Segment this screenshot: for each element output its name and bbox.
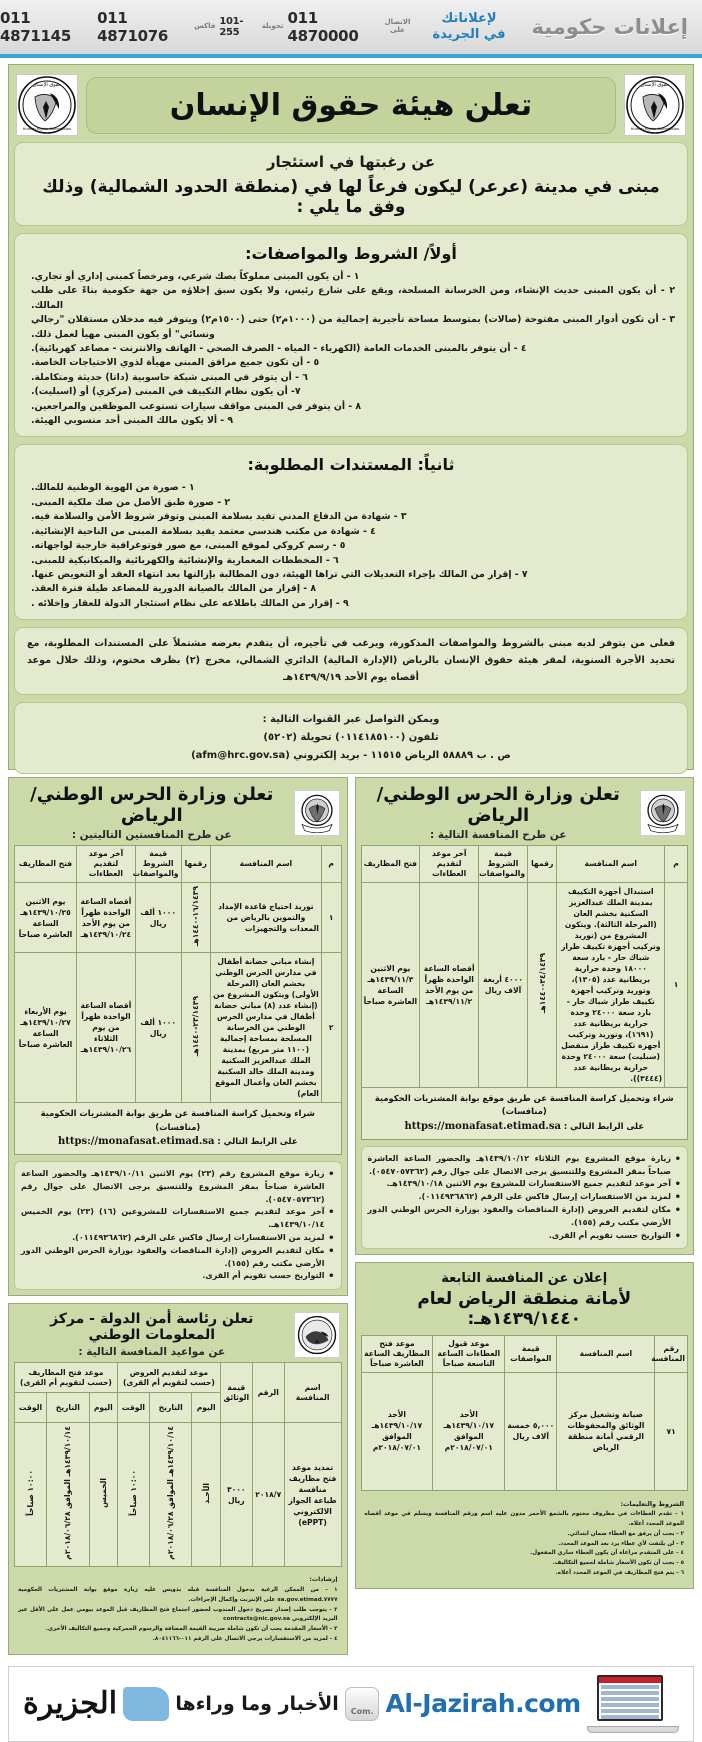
state-security-titles xyxy=(16,1311,288,1358)
column-right xyxy=(355,777,695,1596)
ads-promo-label xyxy=(416,11,521,44)
cell-number: ٣٤/١٤٣٩-١٤٤٠هـ xyxy=(528,882,557,1087)
cell-name: توريد احتياج قاعدة الإمداد والتموين بالرياض من المعدات والتجهيزات xyxy=(210,882,321,952)
th-open-group: موعد فتح المظاريف (حسب لتقويم أم القرى) xyxy=(15,1363,118,1393)
th-open-date: موعد فتح المظاريف الساعة العاشرة صباحاً xyxy=(361,1336,433,1373)
national-guard-logo-icon xyxy=(640,790,686,836)
table-header-row xyxy=(15,1363,342,1393)
list-item: ٣ - لن يلتفت لأي عطاء يرد بعد الموعد المحدد. xyxy=(365,1540,685,1550)
phone-secondary: 011 4871076 xyxy=(97,9,190,45)
list-item: ٧ - إقرار من المالك بإجراء التعديلات التي تراها الهيئة، دون المطالبة بإزالتها بعد انتهاء العقد أو التعويض عنها. xyxy=(27,568,675,582)
list-item: • مكان لتقديم العروض (إدارة المناقصات والعقود بوزارة الحرس الوطني الدور الأرضي مكتب رقم (١٥٥). xyxy=(368,1204,682,1230)
list-item: ٨ - إقرار من المالك بالصيانة الدورية للمصاعد طيلة فترة العقد. xyxy=(27,582,675,596)
th-deadline: آخر موعد لتقديم العطاءات xyxy=(420,846,479,883)
list-item: ١ - تقدم العطاءات في مظروف مختوم بالشمع الأحمر مدون عليه اسم ورقم المنافسة ويسلم في موعد أقصاه الموعد المحدد أعلاه. xyxy=(365,1510,685,1530)
list-item: • آخر موعد لتقديم جميع الاستفسارات للمشروع يوم الاثنين ١٤٣٩/١٠/١٨هـ. xyxy=(368,1178,682,1191)
hrc-subject-panel xyxy=(14,142,688,226)
cell-spec-price: ٥,٠٠٠ خمسة آلاف ريال xyxy=(505,1372,557,1490)
ng-left-table xyxy=(14,845,342,1103)
cell-opening: يوم الاثنين ١٤٣٩/١٠/٢٥هـ الساعة العاشرة صباحاً xyxy=(15,882,77,952)
table-header-row xyxy=(361,1336,688,1373)
table-row xyxy=(361,1372,688,1490)
list-item: • التواريخ حسب تقويم أم القرى. xyxy=(21,1270,335,1283)
th-number: رقمها xyxy=(181,846,210,883)
list-item: ٤ - لمزيد من الاستفسارات يرجى الاتصال على الرقم ٠١١-٨٠٤١١٦٦. xyxy=(18,1635,338,1645)
ng-right-title: تعلن وزارة الحرس الوطني/ الرياض xyxy=(363,785,635,826)
ad-state-security xyxy=(8,1303,348,1654)
cell-accept-date: الأحد ١٤٣٩/١٠/١٧هـ الموافق ٢٠١٨/٠٧/٠١م xyxy=(433,1372,505,1490)
state-security-logo-icon xyxy=(294,1312,340,1358)
purchase-note-label: على الرابط التالي : xyxy=(564,1121,644,1131)
footer-banner[interactable] xyxy=(8,1666,694,1742)
phone-fax: 011 4871145 xyxy=(0,9,93,45)
list-item: ٤ - على المتقدم مراعاة أن يكون العطاء ساري المفعول. xyxy=(365,1549,685,1559)
cell-name: تمديد موعد فتح مظاريف منافسة طباعة الجواز الالكتروني (ePPT) xyxy=(284,1423,341,1567)
table-header-row xyxy=(361,846,688,883)
cell-submit-time: ١٠:٠٠ صباحاً xyxy=(117,1423,149,1567)
municipality-table xyxy=(361,1335,689,1491)
list-item: ٩ - ألا يكون مالك المبنى أحد منسوبي الهيئة. xyxy=(27,414,675,428)
cell-open-time: ١٠:٠٠ صباحاً xyxy=(15,1423,47,1567)
ng-left-subtitle: عن طرح المنافستين التاليتين : xyxy=(16,829,288,841)
cell-index: ١ xyxy=(321,882,341,952)
list-item: ٢ - صورة طبق الأصل من صك ملكية المبنى. xyxy=(27,496,675,510)
list-item: ٥ - أن تكون جميع مرافق المبنى مهيأة لذوي الاحتياجات الخاصة. xyxy=(27,356,675,370)
ng-right-purchase-note xyxy=(361,1088,689,1140)
cell-opening: يوم الأربعاء ١٤٣٩/١٠/٢٧هـ الساعة العاشرة صباحاً xyxy=(15,953,77,1103)
th-index: م xyxy=(665,846,688,883)
list-item: ١ - أن يكون المبنى مملوكاً بصك شرعي، ومرخصاً كمبنى إداري أو تجاري. xyxy=(27,270,675,284)
purchase-note-line2 xyxy=(367,1119,683,1135)
list-item: • لمزيد من الاستفسارات إرسال فاكس على الرقم (٠١١٤٩٣٦٨٦٢). xyxy=(21,1232,335,1245)
svg-text:Human Rights Commission: Human Rights Commission xyxy=(23,127,72,131)
list-item: ٧- أن يكون نظام التكييف في المبنى (مركزي) أو (اسبليت). xyxy=(27,385,675,399)
ng-left-purchase-note xyxy=(14,1103,342,1155)
municipality-title-line1: إعلان عن المنافسة التابعة xyxy=(363,1271,687,1286)
list-item: • التواريخ حسب تقويم أم القرى. xyxy=(368,1230,682,1243)
th-opening: فتح المظاريف xyxy=(15,846,77,883)
laptop-base xyxy=(587,1726,679,1733)
hrc-subtitle-line1: عن رغبتها في استئجار xyxy=(27,153,675,171)
cell-number: ٢٠١٨/٧ xyxy=(252,1423,284,1567)
laptop-newspaper-icon xyxy=(587,1675,679,1733)
dot-com-badge-icon: .Com xyxy=(345,1687,379,1721)
th-price: قيمة الشروط والمواصفات xyxy=(135,846,181,883)
tagline: الأخبار وما وراءها xyxy=(175,1693,338,1715)
hrc-conditions-title: أولاً/ الشروط والمواصفات: xyxy=(27,244,675,263)
list-item: • مكان لتقديم العروض (إدارة المناقصات والعقود بوزارة الحرس الوطني الدور الأرضي مكتب رقم (١٥٥). xyxy=(21,1245,335,1271)
cell-deadline: أقصاه الساعة الواحدة ظهراً من يوم الأحد ١٤٣٩/١٠/٢٤هـ xyxy=(77,882,136,952)
laptop-screen xyxy=(597,1675,663,1721)
list-item: ٥ - يجب أن تكون الأسعار شاملة لجميع التكاليف. xyxy=(365,1559,685,1569)
cell-number: ١٦/١٤٣٩-١٤٤٠هـ xyxy=(181,882,210,952)
th-number: رقمها xyxy=(528,846,557,883)
fax-label: فاكس xyxy=(194,23,215,31)
th-name: اسم المنافسة xyxy=(210,846,321,883)
list-item: ٦ - يتم فتح المظاريف في الموعد المحدد أعلاه. xyxy=(365,1569,685,1579)
hrc-contact-address: ص . ب ٥٨٨٨٩ الرياض ١١٥١٥ - بريد إلكتروني (afm@hrc.gov.sa) xyxy=(27,747,675,765)
ads-sheet xyxy=(0,58,702,1662)
cell-price: ٤٠٠٠ أربعة آلاف ريال xyxy=(479,882,528,1087)
ad-national-guard-double xyxy=(8,777,348,1296)
hrc-closing-panel xyxy=(14,627,688,695)
state-security-title: تعلن رئاسة أمن الدولة - مركز المعلومات الوطني xyxy=(16,1311,288,1343)
cell-name: استبدال أجهزة التكييف بمدينة الملك عبدالعزيز السكنية بخشم العان (المرحلة الثالثة). ويتكون المشروع من (توريد وتركيب أجهزة تكييف طراز شباك حار - بارد سعة ١٨٠٠٠ وحدة حرارية بريطانية عدد (١٣٠٥)، وتوريد وتركيب أجهزة تكييف طراز شباك حار - بارد سعة ٢٤٠٠٠ وحدة حرارية بريطانية عدد (١٦٩١)، وتوريد وتركيب أجهزة تكييف طراز منفصل (سبليت) سعة ٢٤٠٠٠ وحدة حرارية بريطانية عدد (٣٤٤٤)). xyxy=(557,882,665,1087)
municipality-header xyxy=(361,1268,689,1335)
ng-left-header xyxy=(14,783,342,845)
hrc-documents-title: ثانياً: المستندات المطلوبة: xyxy=(27,455,675,474)
state-security-notes xyxy=(14,1571,342,1649)
table-row xyxy=(361,882,688,1087)
hrc-contact-phone: تلفون (٠١١٤١٨٥١٠٠) تحويلة (٥٢٠٢) xyxy=(27,729,675,747)
list-item: ١ - من الممكن الرغبة بدخول المنافسة قبله بذويس عليه زيارة موقع بوابة المشتريات الحكومية ٧٧٧٧.sa.gov.etimad على الإنترنت وإكمال الإجراءات. xyxy=(18,1586,338,1606)
th-submit-date: التاريخ xyxy=(149,1393,192,1423)
th-spec-price: قيمة المواصفات xyxy=(505,1336,557,1373)
national-guard-logo-icon xyxy=(294,790,340,836)
al-jazirah-logo xyxy=(23,1686,169,1721)
th-price: قيمة الشروط والمواصفات xyxy=(479,846,528,883)
national-guard-row xyxy=(8,777,694,1662)
hrc-contact-panel xyxy=(14,702,688,774)
th-submit-group: موعد لتقديم العروض (حسب لتقويم أم القرى) xyxy=(117,1363,220,1393)
th-deadline: آخر موعد لتقديم العطاءات xyxy=(77,846,136,883)
ng-right-header xyxy=(361,783,689,845)
cell-deadline: أقصاه الساعة الواحدة ظهراً من يوم الثلاثاء ١٤٣٩/١٠/٢٦هـ xyxy=(77,953,136,1103)
table-row xyxy=(15,953,342,1103)
purchase-note-line2 xyxy=(20,1134,336,1150)
ad-riyadh-municipality xyxy=(355,1262,695,1588)
th-name: اسم المنافسة xyxy=(284,1363,341,1423)
list-item: ٢ - يجب أن يرفق مع العطاء ضمان ابتدائي. xyxy=(365,1530,685,1540)
purchase-note-line1: شراء وتحميل كراسة المنافسة عن طريق بوابة المشتريات الحكومية (منافسات) xyxy=(20,1107,336,1134)
ng-right-bullets xyxy=(361,1146,689,1250)
cell-submit-day: الأحـد xyxy=(192,1423,220,1567)
list-item: ٢ - أن يكون المبنى حديث الإنشاء، ومن الخرسانة المسلحة، ويقع على شارع رئيس، ولا يكون سبق إخلاؤه من جهة حكومية بناءً على طلب المالك. xyxy=(27,284,675,313)
etimad-link[interactable]: https://monafasat.etimad.sa xyxy=(58,1136,215,1147)
etimad-link[interactable]: https://monafasat.etimad.sa xyxy=(404,1121,561,1132)
website-url[interactable]: Al-Jazirah.com xyxy=(386,1689,581,1718)
ad-human-rights-commission xyxy=(8,64,694,770)
ng-right-subtitle: عن طرح المنافسة التالية : xyxy=(363,829,635,841)
notes-title: إرشادات: xyxy=(18,1575,338,1586)
th-name: اسم المنافسة xyxy=(557,846,665,883)
municipality-title-line2: لأمانة منطقة الرياض لعام ١٤٣٩/١٤٤٠هـ: xyxy=(363,1289,687,1329)
list-item: ٥ - رسم كروكي لموقع المبنى، مع صور فوتوغرافية خارجية لواجهاته. xyxy=(27,539,675,553)
ng-right-titles xyxy=(363,785,635,841)
table-row xyxy=(15,1423,342,1567)
list-item: ٨ - أن يتوفر في المبنى مواقف سيارات تستوعب الموظفين والمراجعين. xyxy=(27,400,675,414)
cell-price: ١٠٠٠ ألف ريال xyxy=(135,882,181,952)
hrc-subtitle-line2: مبنى في مدينة (عرعر) ليكون فرعاً لها في (منطقة الحدود الشمالية) وذلك وفق ما يلي : xyxy=(27,177,675,217)
cell-open-date: الأحد ١٤٣٩/١٠/١٧هـ الموافق ٢٠١٨/٠٧/٠١م xyxy=(361,1372,433,1490)
column-left xyxy=(8,777,348,1662)
table-row xyxy=(15,882,342,952)
purchase-note-line1: شراء وتحميل كراسة المنافسة عن طريق موقع بوابة المشتريات الحكومية (منافسات) xyxy=(367,1092,683,1119)
th-accept-date: موعد قبول العطاءات الساعة التاسعة صباحاً xyxy=(433,1336,505,1373)
cell-tender-name: صيانة وتشغيل مركز الوثائق والمحفوظات الرقمي أمانة منطقة الرياض xyxy=(557,1372,655,1490)
hrc-logo-right-icon xyxy=(16,74,78,136)
th-tender-no: رقم المنافسة xyxy=(655,1336,688,1373)
list-item: • زيارة موقع المشروع يوم الثلاثاء ١٤٣٩/١٠/١٢هـ والحضور الساعة العاشرة صباحاً بمقر المشروع وللتنسيق يرجى الاتصال على جوال رقم (٠٥٤٧٠٥٧٣٦٢). xyxy=(368,1153,682,1179)
th-submit-day: اليوم xyxy=(192,1393,220,1423)
list-item: ٣ - الأسعار المقدمة يجب أن تكون شاملة ضريبة القيمة المضافة والرسوم الجمركية وجميع التكاليف الأخرى. xyxy=(18,1625,338,1635)
ng-left-title: تعلن وزارة الحرس الوطني/ الرياض xyxy=(16,785,288,826)
call-label: الاتصال على xyxy=(385,19,411,34)
cell-name: إنشاء مباني حضانة أطفال في مدارس الحرس الوطني بخشم العان (المرحلة الأولى) ويتكون المشروع من (إنشاء عدد (٨) مباني حضانة أطفال في مدارس الحرس الوطني من الخرسانة المسلحة بمساحة إجمالية (١١٠٠ متر مربع) بمدينة الملك عبدالعزيز السكنية ومدينة الملك خالد السكنية بخشم العان وأعمال الموقع العام) xyxy=(210,953,321,1103)
municipality-conditions xyxy=(361,1495,689,1583)
list-item: ٣ - أن تكون أدوار المبنى مفتوحة (صالات) بمتوسط مساحة تأجيرية إجمالية من (١٠٠٠م٢) حتى (١٥٠٠م٢) ويتوفر فيه مدخلان مستقلان "رجالي ونسائي" أو يكون المبنى مهيأ لعمل ذلك. xyxy=(27,313,675,342)
cell-deadline: أقصاه الساعة الواحدة ظهراً من يوم الأحد ١٤٣٩/١١/٢هـ xyxy=(420,882,479,1087)
cell-submit-date: ١٤٣٩/١٠/١٤هـ الموافق ٢٠١٨/٠٦/٢٨م xyxy=(149,1423,192,1567)
list-item: ٤ - أن يتوفر بالمبنى الخدمات العامة (الكهرباء - المياه - الصرف الصحي - الهاتف والانترنت - مصاعد كهربائية). xyxy=(27,342,675,356)
cell-price: ١٠٠٠ ألف ريال xyxy=(135,953,181,1103)
list-item: ٦ - المخططات المعمارية والإنشائية والكهربائية والميكانيكية للمبنى. xyxy=(27,554,675,568)
ng-right-table xyxy=(361,845,689,1088)
contact-phones xyxy=(0,9,416,45)
hrc-documents-list xyxy=(27,481,675,611)
extension-value: 101-255 xyxy=(219,16,257,38)
state-security-subtitle: عن مواعيد المنافسة التالية : xyxy=(16,1346,288,1358)
list-item: • زيارة موقع المشروع رقم (٢٣) يوم الاثنين ١٤٣٩/١٠/١١هـ والحضور الساعة العاشرة صباحاً بمقر المشروع وللتنسيق يرجى الاتصال على جوال رقم (٠٥٤٧٠٥٧٣٦٢). xyxy=(21,1168,335,1206)
hrc-header xyxy=(14,70,688,142)
cell-open-day: الخميس xyxy=(89,1423,117,1567)
cell-index: ١ xyxy=(665,882,688,1087)
th-open-day: اليوم xyxy=(89,1393,117,1423)
hrc-conditions-panel xyxy=(14,233,688,437)
cell-tender-no: ٧١ xyxy=(655,1372,688,1490)
phone-main: 011 4870000 xyxy=(288,9,381,45)
th-docs-value: قيمة الوثائق xyxy=(220,1363,252,1423)
th-index: م xyxy=(321,846,341,883)
ng-left-titles xyxy=(16,785,288,841)
th-open-date: التاريخ xyxy=(47,1393,90,1423)
list-item: ١ - صورة من الهوية الوطنية للمالك. xyxy=(27,481,675,495)
cell-open-date: ١٤٣٩/١٠/١٤هـ الموافق ٢٠١٨/٠٦/٢٨م xyxy=(47,1423,90,1567)
table-header-row xyxy=(15,846,342,883)
hrc-documents-panel xyxy=(14,444,688,620)
cell-docs-value: ٣٠٠٠ ريال xyxy=(220,1423,252,1567)
list-item: ٦ - أن يتوفر في المبنى شبكة حاسوبية (داتا) حديثة ومتكاملة. xyxy=(27,371,675,385)
cell-index: ٢ xyxy=(321,953,341,1103)
brand-name-arabic: الجزيرة xyxy=(23,1686,117,1721)
th-opening: فتح المظاريف xyxy=(361,846,420,883)
th-tender-name: اسم المنافسة xyxy=(557,1336,655,1373)
svg-text:حقوق الإنسان: حقوق الإنسان xyxy=(641,82,670,88)
ad-national-guard-single xyxy=(355,777,695,1255)
list-item: • آخر موعد لتقديم جميع الاستفسارات للمشروعين (١٦) (٢٣) يوم الخميس ١٤٣٩/١٠/١٤هـ. xyxy=(21,1206,335,1232)
svg-text:Human Rights Commission: Human Rights Commission xyxy=(631,127,680,131)
municipality-conditions-title: الشروط والتعليمات: xyxy=(365,1499,685,1510)
list-item: ٣ - شهادة من الدفاع المدني تفيد بسلامة المبنى وتوفر شروط الأمن والسلامة فيه. xyxy=(27,510,675,524)
ads-promo-line2: في الجريدة xyxy=(432,27,505,43)
purchase-note-label: على الرابط التالي : xyxy=(217,1136,297,1146)
state-security-header xyxy=(14,1309,342,1362)
hrc-closing-paragraph: فعلى من يتوفر لديه مبنى بالشروط والمواصفات المذكورة، ويرغب في تأجيره، أن يتقدم بعرضه مشتملاً على المستندات المطلوبة، مع تحديد الأجرة السنوية، لمقر هيئة حقوق الإنسان بالرياض (الإدارة المالية) الدائري الشمالي، مخرج (٢) بظرف مختوم، وذلك خلال موعد أقصاه يوم الأحد ١٤٣٩/٩/١٩هـ xyxy=(27,636,675,686)
hrc-contact-title: ويمكن التواصل عبر القنوات التالية : xyxy=(27,711,675,729)
hrc-logo-left-icon xyxy=(624,74,686,136)
page-title: إعلانات حكومية xyxy=(522,15,702,39)
page-header xyxy=(0,0,702,58)
list-item: • لمزيد من الاستفسارات إرسال فاكس على الرقم (٠١١٤٩٣٦٨٦٢). xyxy=(368,1191,682,1204)
cell-opening: يوم الاثنين ١٤٣٩/١١/٣هـ الساعة العاشرة صباحاً xyxy=(361,882,420,1087)
svg-text:حقوق الإنسان: حقوق الإنسان xyxy=(33,82,62,88)
th-number: الرقم xyxy=(252,1363,284,1423)
state-security-table xyxy=(14,1362,342,1567)
th-submit-time: الوقت xyxy=(117,1393,149,1423)
list-item: ٩ - إقرار من المالك باطلاعه على نظام استئجار الدولة للعقار وإخلائه . xyxy=(27,597,675,611)
hrc-conditions-list xyxy=(27,270,675,428)
list-item: ٤ - شهادة من مكتب هندسي معتمد يفيد بسلامة المبنى من الناحية الإنشائية. xyxy=(27,525,675,539)
cell-number: ٢٣/١٤٣٩-١٤٤٠هـ xyxy=(181,953,210,1103)
map-shape-icon xyxy=(123,1687,169,1721)
extension-label: تحويلة xyxy=(262,23,284,31)
hrc-title: تعلن هيئة حقوق الإنسان xyxy=(86,77,616,134)
th-open-time: الوقت xyxy=(15,1393,47,1423)
ads-promo-line1: لإعلاناتك xyxy=(432,11,505,27)
hrc-contact-block xyxy=(27,711,675,765)
ng-left-bullets xyxy=(14,1161,342,1290)
list-item: ٢ - يتوجب طلب إصدار تصريح دخول المندوب لحضور اجتماع فتح المظاريف قبل الموعد بيومي عمل على الأقل عبر البريد الإلكتروني contracts@nic.gov.sa xyxy=(18,1606,338,1626)
